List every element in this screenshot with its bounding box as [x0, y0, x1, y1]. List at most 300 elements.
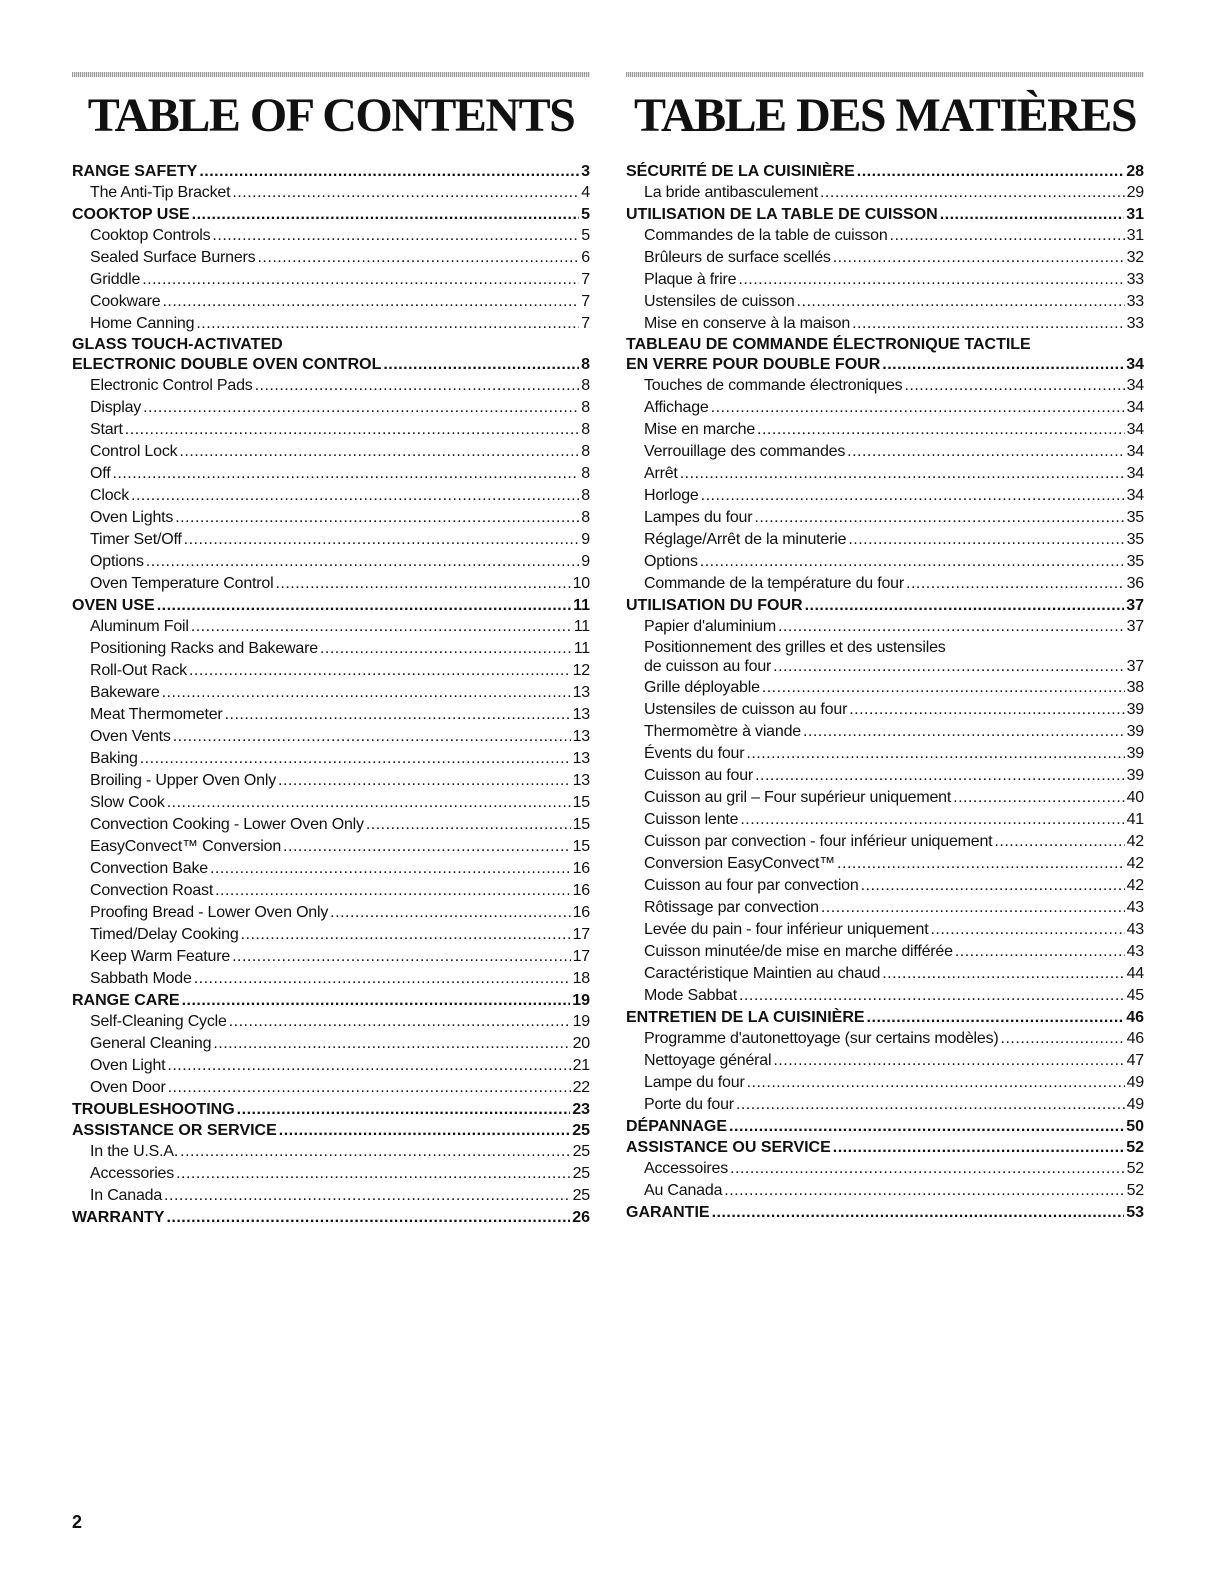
toc-subentry[interactable]: [626, 657, 1144, 677]
toc-entry-title: Control Lock: [90, 443, 178, 460]
toc-subentry[interactable]: [626, 1050, 1144, 1072]
toc-subentry[interactable]: [626, 963, 1144, 985]
dot-leader: [196, 313, 579, 335]
toc-subentry[interactable]: [626, 616, 1144, 638]
dot-leader: [278, 770, 571, 792]
toc-entry-title: UTILISATION DU FOUR: [626, 597, 803, 614]
toc-entry-page: 11: [573, 618, 590, 635]
toc-entry-title: de cuisson au four: [644, 658, 772, 675]
toc-subentry[interactable]: [626, 787, 1144, 809]
dot-leader: [232, 946, 571, 968]
toc-entry-page: 34: [1126, 356, 1144, 373]
dot-leader: [833, 247, 1125, 269]
toc-entry-title: Accessoires: [644, 1160, 729, 1177]
toc-entry-title: COOKTOP USE: [72, 206, 190, 223]
toc-subentry[interactable]: [626, 375, 1144, 397]
toc-subentry[interactable]: [626, 313, 1144, 335]
toc-entry-title: Electronic Control Pads: [90, 377, 253, 394]
toc-entry-title: ENTRETIEN DE LA CUISINIÈRE: [626, 1009, 865, 1026]
toc-entry-title: Oven Light: [90, 1057, 166, 1074]
dot-leader: [383, 354, 579, 375]
toc-entry-page: 34: [1126, 399, 1144, 416]
dot-leader: [275, 573, 570, 595]
toc-entry-title: Start: [90, 421, 123, 438]
toc-subentry[interactable]: [72, 529, 590, 551]
toc-column-english: [72, 72, 590, 1228]
toc-subentry[interactable]: [626, 397, 1144, 419]
dot-leader: [805, 595, 1125, 616]
dot-leader: [225, 704, 571, 726]
toc-entry-page: 34: [1126, 487, 1144, 504]
toc-subentry[interactable]: [626, 853, 1144, 875]
toc-entry-title: Commandes de la table de cuisson: [644, 227, 888, 244]
toc-entry-title: Oven Lights: [90, 509, 174, 526]
toc-section-entry[interactable]: [72, 161, 590, 182]
dot-leader: [778, 616, 1125, 638]
toc-entry-page: 35: [1126, 509, 1144, 526]
toc-subentry[interactable]: [72, 1033, 590, 1055]
toc-section-entry[interactable]: [626, 204, 1144, 225]
dot-leader: [168, 1077, 571, 1099]
toc-subentry[interactable]: [72, 726, 590, 748]
toc-entry-title: Nettoyage général: [644, 1052, 772, 1069]
toc-entry-page: 8: [581, 443, 590, 460]
toc-entry-page: 8: [581, 509, 590, 526]
dot-leader: [166, 1207, 570, 1228]
toc-subentry[interactable]: [72, 880, 590, 902]
toc-entry-title: Convection Bake: [90, 860, 208, 877]
dot-leader: [112, 463, 579, 485]
toc-entry-page: 47: [1126, 1052, 1144, 1069]
toc-subentry[interactable]: [72, 269, 590, 291]
toc-entry-title: Options: [644, 553, 698, 570]
dot-leader: [882, 354, 1124, 375]
dot-leader: [167, 1055, 570, 1077]
toc-entry-page: 41: [1126, 811, 1144, 828]
toc-entry-page: 8: [581, 421, 590, 438]
toc-subentry[interactable]: [72, 616, 590, 638]
toc-entry-page: 17: [572, 926, 590, 943]
toc-entry-page: 33: [1126, 271, 1144, 288]
dot-leader: [701, 485, 1125, 507]
toc-entry-title: ASSISTANCE OU SERVICE: [626, 1139, 831, 1156]
dot-leader: [143, 397, 579, 419]
toc-entry-title: Horloge: [644, 487, 699, 504]
toc-subentry[interactable]: [72, 313, 590, 335]
toc-subentry[interactable]: [626, 1094, 1144, 1116]
toc-subentry[interactable]: [626, 1158, 1144, 1180]
toc-entry-title: Clock: [90, 487, 130, 504]
toc-subentry[interactable]: [72, 485, 590, 507]
toc-subentry[interactable]: [72, 946, 590, 968]
toc-entry-page: 5: [581, 227, 590, 244]
toc-entry-title: Baking: [90, 750, 138, 767]
toc-subentry[interactable]: [72, 397, 590, 419]
toc-subentry[interactable]: [626, 919, 1144, 941]
toc-entry-title: Cuisson au gril – Four supérieur uniquement: [644, 789, 952, 806]
dot-leader: [797, 291, 1125, 313]
toc-entry-title: UTILISATION DE LA TABLE DE CUISSON: [626, 206, 938, 223]
toc-subentry[interactable]: [626, 269, 1144, 291]
dot-leader: [940, 204, 1125, 225]
toc-entry-title: Cuisson minutée/de mise en marche différée: [644, 943, 953, 960]
toc-subentry[interactable]: [72, 1055, 590, 1077]
dot-leader: [849, 699, 1124, 721]
toc-entry-title: Oven Door: [90, 1079, 166, 1096]
toc-entry-title: SÉCURITÉ DE LA CUISINIÈRE: [626, 163, 855, 180]
toc-subentry[interactable]: [626, 463, 1144, 485]
toc-entry-title: Keep Warm Feature: [90, 948, 231, 965]
toc-entry-page: 45: [1126, 987, 1144, 1004]
toc-entry-page: 34: [1126, 443, 1144, 460]
toc-section-entry[interactable]: [72, 1120, 590, 1141]
dot-leader: [255, 375, 580, 397]
toc-entry-title: GARANTIE: [626, 1204, 710, 1221]
toc-subentry[interactable]: [72, 858, 590, 880]
toc-subentry[interactable]: [626, 507, 1144, 529]
toc-entry-page: 16: [572, 882, 590, 899]
toc-subentry[interactable]: [626, 765, 1144, 787]
toc-subentry[interactable]: [72, 441, 590, 463]
toc-subentry[interactable]: [626, 638, 1144, 657]
toc-entry-page: 42: [1126, 833, 1144, 850]
toc-entry-page: 26: [572, 1209, 590, 1226]
dot-leader: [833, 1137, 1124, 1158]
toc-entry-title: RANGE CARE: [72, 992, 180, 1009]
toc-entry-page: 37: [1126, 618, 1144, 635]
toc-entry-title: WARRANTY: [72, 1209, 165, 1226]
toc-entry-title: Display: [90, 399, 142, 416]
dot-leader: [180, 1141, 570, 1163]
toc-subentry[interactable]: [72, 748, 590, 770]
toc-section-entry[interactable]: [626, 595, 1144, 616]
dot-leader: [189, 660, 571, 682]
toc-entry-page: 13: [572, 706, 590, 723]
toc-subentry[interactable]: [626, 485, 1144, 507]
dot-leader: [740, 809, 1124, 831]
toc-entry-page: 31: [1126, 206, 1144, 223]
toc-section-entry[interactable]: [626, 1137, 1144, 1158]
toc-entry-title: The Anti-Tip Bracket: [90, 184, 231, 201]
toc-subentry[interactable]: [626, 182, 1144, 204]
dot-leader: [199, 161, 579, 182]
toc-subentry[interactable]: [626, 1028, 1144, 1050]
toc-entry-page: 33: [1126, 293, 1144, 310]
toc-subentry[interactable]: [626, 941, 1144, 963]
toc-entry-title: Timer Set/Off: [90, 531, 182, 548]
toc-entries-french: [626, 161, 1144, 1223]
toc-entry-title: Sabbath Mode: [90, 970, 192, 987]
toc-entry-title: Cookware: [90, 293, 161, 310]
toc-subentry[interactable]: [626, 291, 1144, 313]
toc-entry-title: Verrouillage des commandes: [644, 443, 846, 460]
toc-subentry[interactable]: [626, 419, 1144, 441]
toc-entry-title: Levée du pain - four inférieur uniquement: [644, 921, 929, 938]
toc-subentry[interactable]: [72, 507, 590, 529]
toc-entry-title: EasyConvect™ Conversion: [90, 838, 282, 855]
dot-leader: [861, 875, 1125, 897]
toc-entry-page: 16: [572, 860, 590, 877]
toc-subentry[interactable]: [72, 814, 590, 836]
toc-subentry[interactable]: [72, 682, 590, 704]
toc-subentry[interactable]: [626, 809, 1144, 831]
toc-entry-title: General Cleaning: [90, 1035, 212, 1052]
toc-section-entry[interactable]: [72, 990, 590, 1011]
dot-leader: [762, 677, 1125, 699]
toc-entry-page: 11: [573, 597, 590, 614]
toc-subentry[interactable]: [72, 792, 590, 814]
toc-entry-title: Mise en marche: [644, 421, 756, 438]
toc-entry-page: 49: [1126, 1074, 1144, 1091]
toc-subentry[interactable]: [72, 924, 590, 946]
toc-entry-page: 13: [572, 728, 590, 745]
toc-subentry[interactable]: [626, 743, 1144, 765]
toc-entry-page: 9: [581, 531, 590, 548]
toc-entry-page: 34: [1126, 421, 1144, 438]
toc-entry-title: Plaque à frire: [644, 271, 737, 288]
toc-entry-page: 20: [572, 1035, 590, 1052]
toc-entry-page: 44: [1126, 965, 1144, 982]
dot-leader: [257, 247, 579, 269]
toc-section-entry[interactable]: [626, 354, 1144, 375]
toc-entry-title: Options: [90, 553, 144, 570]
dot-leader: [173, 726, 571, 748]
toc-entry-page: 8: [581, 465, 590, 482]
toc-subentry[interactable]: [626, 1180, 1144, 1202]
toc-entry-title: Slow Cook: [90, 794, 165, 811]
toc-entry-title: Timed/Delay Cooking: [90, 926, 239, 943]
dot-leader: [229, 1011, 571, 1033]
toc-section-entry[interactable]: [626, 335, 1144, 354]
toc-entry-title: RANGE SAFETY: [72, 163, 198, 180]
toc-entry-title: Oven Vents: [90, 728, 171, 745]
dot-leader: [857, 161, 1124, 182]
toc-entry-page: 25: [572, 1122, 590, 1139]
toc-subentry[interactable]: [72, 1077, 590, 1099]
toc-entry-title: Au Canada: [644, 1182, 723, 1199]
toc-entry-page: 15: [572, 816, 590, 833]
toc-entry-page: 8: [581, 377, 590, 394]
toc-subentry[interactable]: [626, 985, 1144, 1007]
toc-section-entry[interactable]: [72, 1099, 590, 1120]
toc-subentry[interactable]: [72, 419, 590, 441]
toc-entry-title: ASSISTANCE OR SERVICE: [72, 1122, 277, 1139]
toc-section-entry[interactable]: [72, 354, 590, 375]
toc-entry-title: Roll-Out Rack: [90, 662, 187, 679]
page-number: 2: [72, 1512, 83, 1532]
toc-entry-page: 8: [581, 356, 590, 373]
toc-entry-page: 5: [581, 206, 590, 223]
dot-leader: [904, 375, 1124, 397]
toc-entry-page: 13: [572, 684, 590, 701]
toc-entry-title: Mode Sabbat: [644, 987, 737, 1004]
toc-entry-title: Cuisson par convection - four inférieur uniquement: [644, 833, 993, 850]
toc-entry-title: Broiling - Upper Oven Only: [90, 772, 276, 789]
toc-subentry[interactable]: [72, 770, 590, 792]
toc-subentry[interactable]: [626, 529, 1144, 551]
toc-entry-title: Évents du four: [644, 745, 745, 762]
toc-subentry[interactable]: [72, 902, 590, 924]
toc-entry-page: 6: [581, 249, 590, 266]
toc-subentry[interactable]: [626, 247, 1144, 269]
toc-section-entry[interactable]: [72, 335, 590, 354]
toc-entry-title: Accessories: [90, 1165, 175, 1182]
toc-entry-page: 38: [1126, 679, 1144, 696]
dot-leader: [729, 1116, 1124, 1137]
toc-entry-title: Griddle: [90, 271, 141, 288]
toc-subentry[interactable]: [72, 375, 590, 397]
toc-entry-title: EN VERRE POUR DOUBLE FOUR: [626, 356, 881, 373]
toc-subentry[interactable]: [626, 875, 1144, 897]
dot-leader: [125, 419, 580, 441]
toc-section-entry[interactable]: [626, 1202, 1144, 1223]
toc-entry-title: Caractéristique Maintien au chaud: [644, 965, 881, 982]
toc-entry-title: OVEN USE: [72, 597, 155, 614]
dot-leader: [140, 748, 571, 770]
toc-subentry[interactable]: [72, 704, 590, 726]
toc-section-entry[interactable]: [72, 1207, 590, 1228]
toc-entry-page: 39: [1126, 701, 1144, 718]
toc-entry-title: Convection Roast: [90, 882, 214, 899]
toc-subentry[interactable]: [72, 1011, 590, 1033]
dot-leader: [162, 682, 571, 704]
toc-subentry[interactable]: [72, 1163, 590, 1185]
toc-entry-title: Positionnement des grilles et des ustensiles: [644, 639, 946, 656]
toc-subentry[interactable]: [72, 247, 590, 269]
toc-entry-page: 35: [1126, 553, 1144, 570]
dot-leader: [162, 291, 579, 313]
dot-leader: [179, 441, 579, 463]
toc-subentry[interactable]: [72, 463, 590, 485]
dot-leader: [184, 529, 580, 551]
dot-leader: [852, 313, 1125, 335]
toc-entry-title: Thermomètre à viande: [644, 723, 801, 740]
toc-entry-title: In the U.S.A.: [90, 1143, 179, 1160]
toc-subentry[interactable]: [626, 721, 1144, 743]
toc-subentry[interactable]: [626, 699, 1144, 721]
toc-subentry[interactable]: [626, 897, 1144, 919]
toc-entry-title: Affichage: [644, 399, 709, 416]
toc-entry-title: Ustensiles de cuisson: [644, 293, 795, 310]
toc-entry-page: 37: [1126, 597, 1144, 614]
toc-subentry[interactable]: [72, 182, 590, 204]
toc-entry-page: 16: [572, 904, 590, 921]
toc-subentry[interactable]: [626, 551, 1144, 573]
toc-entry-page: 8: [581, 399, 590, 416]
toc-entry-title: Sealed Surface Burners: [90, 249, 256, 266]
dot-leader: [212, 225, 579, 247]
dot-leader: [194, 968, 571, 990]
dot-leader: [821, 897, 1125, 919]
toc-subentry[interactable]: [72, 836, 590, 858]
toc-entry-page: 17: [572, 948, 590, 965]
toc-entry-page: 43: [1126, 899, 1144, 916]
toc-entry-page: 39: [1126, 723, 1144, 740]
toc-entry-page: 23: [572, 1101, 590, 1118]
toc-subentry[interactable]: [72, 968, 590, 990]
toc-entry-title: Grille déployable: [644, 679, 760, 696]
toc-entry-page: 52: [1126, 1139, 1144, 1156]
toc-entry-title: Ustensiles de cuisson au four: [644, 701, 848, 718]
toc-entry-page: 28: [1126, 163, 1144, 180]
toc-entry-title: Meat Thermometer: [90, 706, 223, 723]
toc-entry-title: Mise en conserve à la maison: [644, 315, 851, 332]
toc-entry-title: Cuisson lente: [644, 811, 739, 828]
dot-leader: [906, 573, 1125, 595]
top-rule: [626, 72, 1144, 77]
toc-entry-page: 13: [572, 750, 590, 767]
dot-leader: [747, 1072, 1125, 1094]
toc-entry-page: 13: [572, 772, 590, 789]
toc-entry-page: 7: [581, 315, 590, 332]
toc-subentry[interactable]: [626, 573, 1144, 595]
toc-subentry[interactable]: [626, 225, 1144, 247]
toc-entry-page: 43: [1126, 921, 1144, 938]
toc-subentry[interactable]: [626, 441, 1144, 463]
dot-leader: [757, 419, 1125, 441]
dot-leader: [176, 1163, 571, 1185]
toc-subentry[interactable]: [72, 1185, 590, 1207]
toc-entry-page: 19: [572, 992, 590, 1009]
toc-entry-title: DÉPANNAGE: [626, 1118, 728, 1135]
toc-subentry[interactable]: [72, 1141, 590, 1163]
dot-leader: [773, 657, 1124, 677]
toc-subentry[interactable]: [72, 225, 590, 247]
toc-subentry[interactable]: [626, 1072, 1144, 1094]
toc-entry-page: 52: [1126, 1182, 1144, 1199]
toc-subentry[interactable]: [626, 677, 1144, 699]
toc-entry-title: Arrêt: [644, 465, 678, 482]
dot-leader: [157, 595, 571, 616]
toc-entry-page: 21: [572, 1057, 590, 1074]
toc-entry-page: 37: [1126, 658, 1144, 675]
dot-leader: [237, 1099, 571, 1120]
toc-entry-page: 22: [572, 1079, 590, 1096]
toc-title-french: TABLE DES MATIÈRES: [633, 89, 1137, 142]
toc-entry-page: 9: [581, 553, 590, 570]
dot-leader: [820, 182, 1125, 204]
dot-leader: [955, 941, 1125, 963]
dot-leader: [215, 880, 571, 902]
toc-section-entry[interactable]: [626, 1007, 1144, 1028]
toc-entry-title: Papier d'aluminium: [644, 618, 776, 635]
toc-subentry[interactable]: [72, 551, 590, 573]
toc-section-entry[interactable]: [626, 1116, 1144, 1137]
toc-subentry[interactable]: [626, 831, 1144, 853]
toc-section-entry[interactable]: [626, 161, 1144, 182]
toc-section-entry[interactable]: [72, 595, 590, 616]
dot-leader: [739, 985, 1125, 1007]
dot-leader: [930, 919, 1124, 941]
toc-entry-title: Commande de la température du four: [644, 575, 905, 592]
toc-subentry[interactable]: [72, 573, 590, 595]
toc-entry-title: Cooktop Controls: [90, 227, 211, 244]
dot-leader: [754, 507, 1124, 529]
dot-leader: [680, 463, 1125, 485]
dot-leader: [142, 269, 579, 291]
toc-subentry[interactable]: [72, 660, 590, 682]
dot-leader: [890, 225, 1125, 247]
toc-subentry[interactable]: [72, 291, 590, 313]
toc-entries-english: [72, 161, 590, 1228]
toc-section-entry[interactable]: [72, 204, 590, 225]
dot-leader: [738, 269, 1124, 291]
toc-subentry[interactable]: [72, 638, 590, 660]
dot-leader: [773, 1050, 1124, 1072]
toc-entry-page: 25: [572, 1187, 590, 1204]
toc-entry-page: 46: [1126, 1030, 1144, 1047]
dot-leader: [241, 924, 571, 946]
